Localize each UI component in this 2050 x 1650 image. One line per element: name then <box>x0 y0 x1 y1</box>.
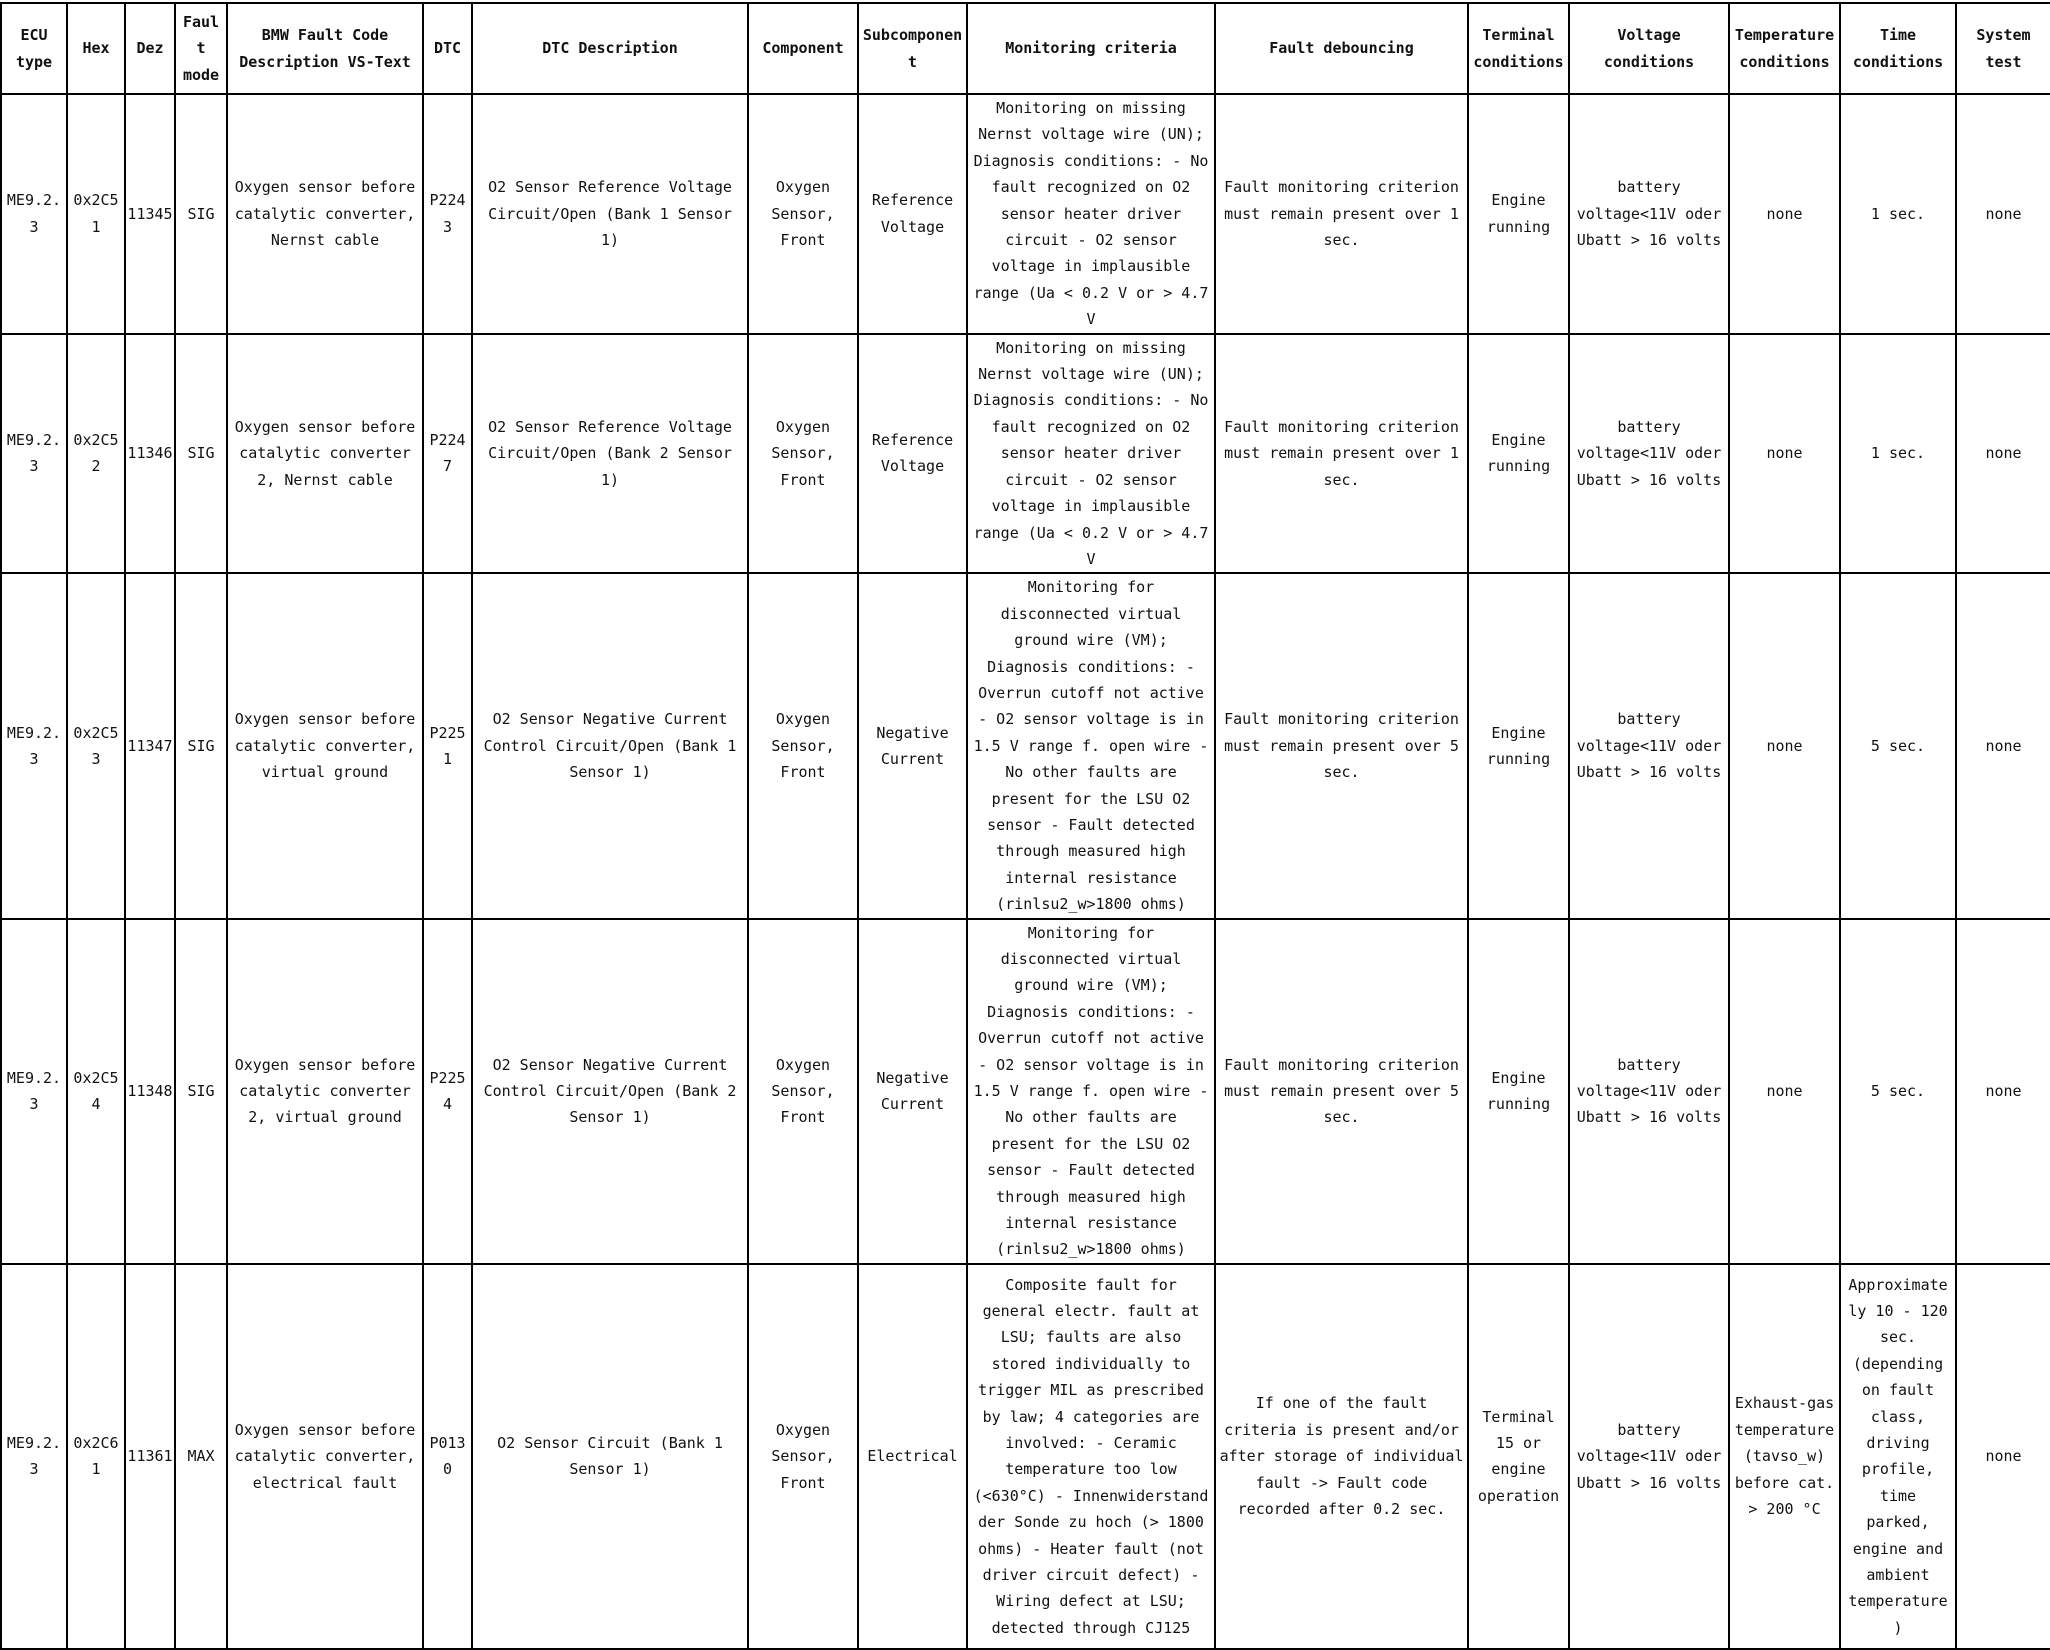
header-system-test: System test <box>1956 3 2050 94</box>
header-row <box>1 3 2050 94</box>
table-row <box>1 1264 2050 1649</box>
cell-hex: 0x2C52 <box>67 334 125 574</box>
cell-temperature-conditions: none <box>1729 919 1840 1264</box>
fault-code-table <box>0 2 2050 1650</box>
cell-component: Oxygen Sensor, Front <box>748 94 858 334</box>
cell-voltage-conditions: battery voltage<11V oder Ubatt > 16 volts <box>1569 573 1729 918</box>
cell-terminal-conditions: Engine running <box>1468 334 1569 574</box>
cell-component: Oxygen Sensor, Front <box>748 919 858 1264</box>
cell-monitoring-criteria: Composite fault for general electr. fault at LSU; faults are also stored individually to trigger MIL as prescribed by law; 4 categories are involved: - Ceramic temperature too low (<630°C) - Innenwiderstand der Sonde zu hoch (> 1800 ohms) - Heater fault (not driver circuit defect) - Wiring defect at LSU; detected through CJ125 <box>967 1264 1215 1649</box>
cell-time-conditions: 1 sec. <box>1840 334 1956 574</box>
header-subcomponent: Subcomponent <box>858 3 967 94</box>
cell-component: Oxygen Sensor, Front <box>748 573 858 918</box>
cell-dtc-description: O2 Sensor Negative Current Control Circuit/Open (Bank 1 Sensor 1) <box>472 573 748 918</box>
cell-dez: 11348 <box>125 919 175 1264</box>
cell-monitoring-criteria: Monitoring on missing Nernst voltage wire (UN); Diagnosis conditions: - No fault recognized on O2 sensor heater driver circuit - O2 sensor voltage in implausible range (Ua < 0.2 V or > 4.7 V <box>967 94 1215 334</box>
cell-dtc: P0130 <box>423 1264 472 1649</box>
cell-temperature-conditions: none <box>1729 573 1840 918</box>
header-voltage-conditions: Voltage conditions <box>1569 3 1729 94</box>
cell-subcomponent: Reference Voltage <box>858 94 967 334</box>
cell-dez: 11347 <box>125 573 175 918</box>
cell-voltage-conditions: battery voltage<11V oder Ubatt > 16 volts <box>1569 1264 1729 1649</box>
cell-hex: 0x2C54 <box>67 919 125 1264</box>
cell-fault-debouncing: Fault monitoring criterion must remain present over 5 sec. <box>1215 573 1468 918</box>
cell-fault-debouncing: Fault monitoring criterion must remain present over 1 sec. <box>1215 334 1468 574</box>
cell-dtc-description: O2 Sensor Reference Voltage Circuit/Open (Bank 1 Sensor 1) <box>472 94 748 334</box>
header-ecu-type: ECU type <box>1 3 67 94</box>
table-row <box>1 334 2050 574</box>
cell-terminal-conditions: Engine running <box>1468 919 1569 1264</box>
cell-hex: 0x2C53 <box>67 573 125 918</box>
cell-dez: 11346 <box>125 334 175 574</box>
cell-ecu-type: ME9.2.3 <box>1 573 67 918</box>
table-row <box>1 573 2050 918</box>
cell-dtc-description: O2 Sensor Negative Current Control Circuit/Open (Bank 2 Sensor 1) <box>472 919 748 1264</box>
cell-bmw-text: Oxygen sensor before catalytic converter, Nernst cable <box>227 94 423 334</box>
cell-temperature-conditions: Exhaust-gas temperature (tavso_w) before cat. > 200 °C <box>1729 1264 1840 1649</box>
cell-terminal-conditions: Terminal 15 or engine operation <box>1468 1264 1569 1649</box>
cell-bmw-text: Oxygen sensor before catalytic converter, virtual ground <box>227 573 423 918</box>
cell-dtc: P2251 <box>423 573 472 918</box>
cell-ecu-type: ME9.2.3 <box>1 919 67 1264</box>
cell-dtc: P2254 <box>423 919 472 1264</box>
cell-dtc-description: O2 Sensor Reference Voltage Circuit/Open (Bank 2 Sensor 1) <box>472 334 748 574</box>
cell-bmw-text: Oxygen sensor before catalytic converter 2, Nernst cable <box>227 334 423 574</box>
cell-hex: 0x2C51 <box>67 94 125 334</box>
header-bmw-text: BMW Fault Code Description VS-Text <box>227 3 423 94</box>
cell-monitoring-criteria: Monitoring for disconnected virtual ground wire (VM); Diagnosis conditions: - Overrun cutoff not active - O2 sensor voltage is in 1.5 V range f. open wire - No other faults are present for the LSU O2 sensor - Fault detected through measured high internal resistance (rinlsu2_w>1800 ohms) <box>967 573 1215 918</box>
cell-dtc: P2247 <box>423 334 472 574</box>
cell-subcomponent: Negative Current <box>858 919 967 1264</box>
cell-fault-mode: SIG <box>175 919 227 1264</box>
cell-dez: 11361 <box>125 1264 175 1649</box>
header-dtc-description: DTC Description <box>472 3 748 94</box>
header-fault-mode: Fault mode <box>175 3 227 94</box>
cell-bmw-text: Oxygen sensor before catalytic converter, electrical fault <box>227 1264 423 1649</box>
cell-component: Oxygen Sensor, Front <box>748 1264 858 1649</box>
cell-fault-mode: MAX <box>175 1264 227 1649</box>
cell-ecu-type: ME9.2.3 <box>1 1264 67 1649</box>
cell-system-test: none <box>1956 919 2050 1264</box>
cell-fault-debouncing: Fault monitoring criterion must remain present over 1 sec. <box>1215 94 1468 334</box>
table-row <box>1 919 2050 1264</box>
cell-ecu-type: ME9.2.3 <box>1 334 67 574</box>
cell-voltage-conditions: battery voltage<11V oder Ubatt > 16 volts <box>1569 334 1729 574</box>
cell-time-conditions: 1 sec. <box>1840 94 1956 334</box>
cell-component: Oxygen Sensor, Front <box>748 334 858 574</box>
cell-hex: 0x2C61 <box>67 1264 125 1649</box>
cell-time-conditions: 5 sec. <box>1840 919 1956 1264</box>
cell-temperature-conditions: none <box>1729 94 1840 334</box>
cell-terminal-conditions: Engine running <box>1468 94 1569 334</box>
cell-dtc-description: O2 Sensor Circuit (Bank 1 Sensor 1) <box>472 1264 748 1649</box>
cell-subcomponent: Reference Voltage <box>858 334 967 574</box>
cell-fault-mode: SIG <box>175 334 227 574</box>
cell-ecu-type: ME9.2.3 <box>1 94 67 334</box>
header-fault-debouncing: Fault debouncing <box>1215 3 1468 94</box>
header-component: Component <box>748 3 858 94</box>
cell-system-test: none <box>1956 1264 2050 1649</box>
header-temperature-conditions: Temperature conditions <box>1729 3 1840 94</box>
cell-monitoring-criteria: Monitoring for disconnected virtual ground wire (VM); Diagnosis conditions: - Overrun cutoff not active - O2 sensor voltage is in 1.5 V range f. open wire - No other faults are present for the LSU O2 sensor - Fault detected through measured high internal resistance (rinlsu2_w>1800 ohms) <box>967 919 1215 1264</box>
cell-fault-debouncing: Fault monitoring criterion must remain present over 5 sec. <box>1215 919 1468 1264</box>
cell-system-test: none <box>1956 573 2050 918</box>
header-dez: Dez <box>125 3 175 94</box>
cell-fault-mode: SIG <box>175 94 227 334</box>
cell-subcomponent: Negative Current <box>858 573 967 918</box>
header-monitoring-criteria: Monitoring criteria <box>967 3 1215 94</box>
cell-dez: 11345 <box>125 94 175 334</box>
cell-time-conditions: 5 sec. <box>1840 573 1956 918</box>
cell-bmw-text: Oxygen sensor before catalytic converter 2, virtual ground <box>227 919 423 1264</box>
header-time-conditions: Time conditions <box>1840 3 1956 94</box>
header-dtc: DTC <box>423 3 472 94</box>
cell-terminal-conditions: Engine running <box>1468 573 1569 918</box>
cell-fault-debouncing: If one of the fault criteria is present and/or after storage of individual fault -> Fault code recorded after 0.2 sec. <box>1215 1264 1468 1649</box>
cell-voltage-conditions: battery voltage<11V oder Ubatt > 16 volts <box>1569 94 1729 334</box>
cell-dtc: P2243 <box>423 94 472 334</box>
cell-system-test: none <box>1956 334 2050 574</box>
cell-subcomponent: Electrical <box>858 1264 967 1649</box>
cell-fault-mode: SIG <box>175 573 227 918</box>
cell-temperature-conditions: none <box>1729 334 1840 574</box>
cell-system-test: none <box>1956 94 2050 334</box>
header-hex: Hex <box>67 3 125 94</box>
cell-monitoring-criteria: Monitoring on missing Nernst voltage wire (UN); Diagnosis conditions: - No fault recognized on O2 sensor heater driver circuit - O2 sensor voltage in implausible range (Ua < 0.2 V or > 4.7 V <box>967 334 1215 574</box>
cell-voltage-conditions: battery voltage<11V oder Ubatt > 16 volts <box>1569 919 1729 1264</box>
table-row <box>1 94 2050 334</box>
cell-time-conditions: Approximately 10 - 120 sec. (depending on fault class, driving profile, time parked, engine and ambient temperature) <box>1840 1264 1956 1649</box>
header-terminal-conditions: Terminal conditions <box>1468 3 1569 94</box>
